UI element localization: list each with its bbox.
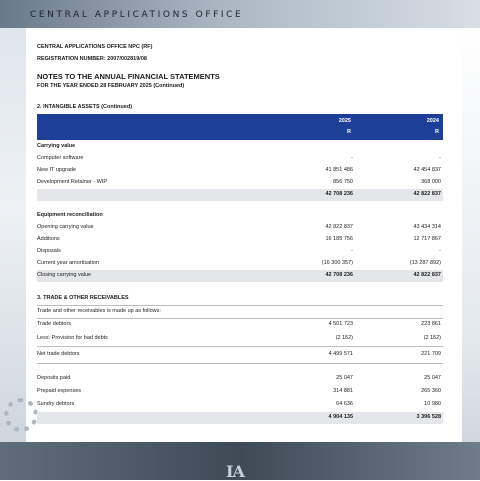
table-row: Sundry debtors 64 636 10 980 — [37, 401, 441, 407]
receivables-heading: 3. TRADE & OTHER RECEIVABLES — [37, 295, 129, 301]
carrying-heading: Carrying value — [37, 143, 76, 149]
table-row: Development Retainer - WIP 856 750 368 000 — [37, 179, 441, 185]
divider — [37, 363, 443, 364]
table-row: New IT upgrade 41 851 486 42 454 837 — [37, 167, 441, 173]
registration-number: REGISTRATION NUMBER: 2007/002819/08 — [37, 56, 147, 62]
receivables-total-row: 4 904 135 3 396 528 — [37, 412, 443, 424]
col-2024-unit: R — [435, 129, 439, 135]
col-2024-year: 2024 — [426, 118, 439, 124]
table-row: Trade debtors 4 501 723 223 861 — [37, 321, 441, 327]
header-title: CENTRAL APPLICATIONS OFFICE — [30, 10, 244, 20]
table-row: Opening carrying value 42 822 837 43 434 314 — [37, 224, 441, 230]
table-row: Prepaid expenses 314 881 265 360 — [37, 388, 441, 394]
gear-icon — [4, 398, 38, 432]
right-decoration — [462, 28, 480, 480]
net-trade-row: Net trade debtors 4 499 571 221 709 — [37, 351, 441, 357]
table-row: Deposits paid 25 047 25 047 — [37, 375, 441, 381]
table-header — [37, 114, 443, 140]
footer-logo: IA — [226, 462, 244, 481]
col-2025-unit: R — [347, 129, 351, 135]
receivables-intro: Trade and other receivables is made up as follows: — [37, 308, 161, 314]
closing-value-row: Closing carrying value 42 708 236 42 822 837 — [37, 270, 443, 282]
year-line: FOR THE YEAR ENDED 28 FEBRUARY 2025 (Continued) — [37, 83, 185, 89]
table-row: Disposals - - — [37, 248, 441, 254]
table-row: Additions 16 185 756 12 717 867 — [37, 236, 441, 242]
table-row: Less: Provision for bad debts (2 152) (2 152) — [37, 335, 441, 341]
table-row: Current year amortisation (16 300 357) (13 287 892) — [37, 260, 441, 266]
table-row: Computer software - - — [37, 155, 441, 161]
notes-title: NOTES TO THE ANNUAL FINANCIAL STATEMENTS — [37, 72, 220, 81]
section-heading: 2. INTANGIBLE ASSETS (Continued) — [37, 104, 133, 110]
col-2025-year: 2025 — [338, 118, 351, 124]
divider — [37, 346, 443, 347]
org-name: CENTRAL APPLICATIONS OFFICE NPC (RF) — [37, 44, 153, 50]
carrying-total-row: 42 708 236 42 822 837 — [37, 189, 443, 201]
equipment-heading: Equipment reconciliation — [37, 212, 103, 218]
